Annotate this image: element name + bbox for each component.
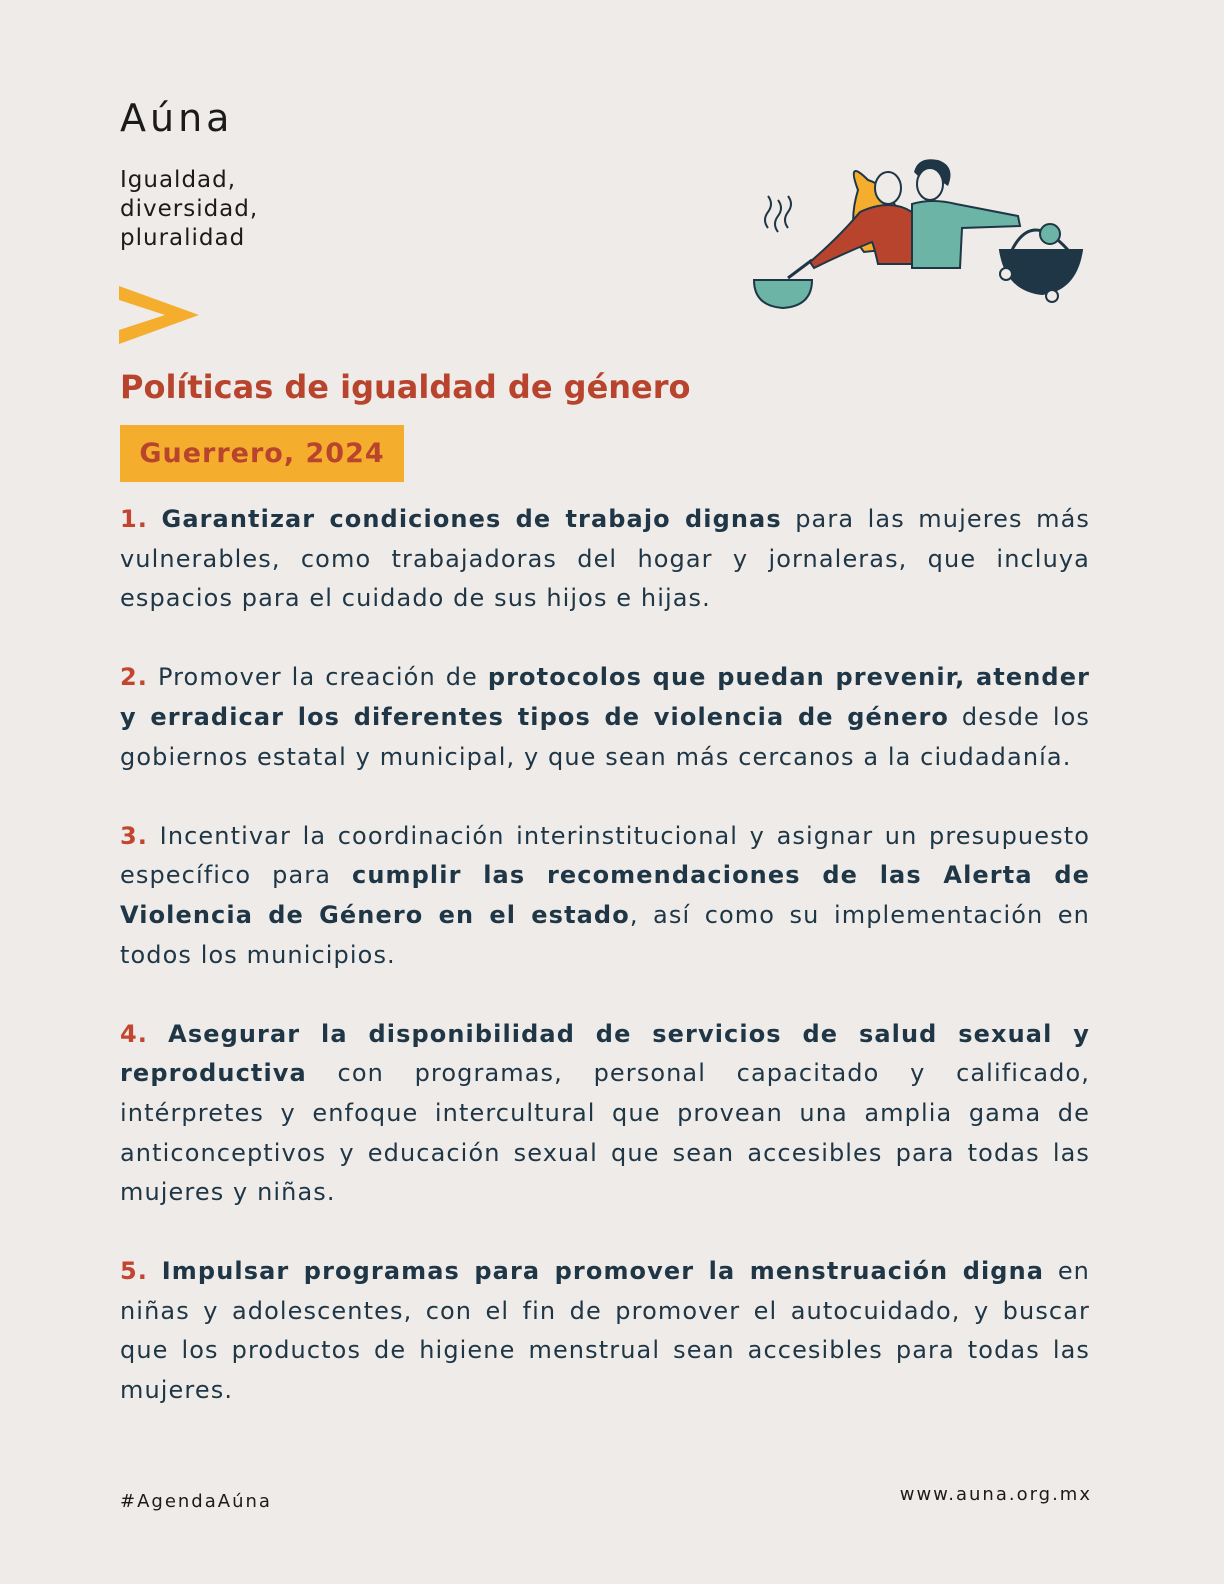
couple-cooking-illustration (750, 150, 1090, 315)
policy-text (148, 1257, 162, 1285)
policy-text (148, 505, 162, 533)
footer-hashtag: #AgendaAúna (120, 1491, 272, 1512)
policy-item (120, 1015, 1090, 1213)
policy-text (148, 1020, 168, 1048)
policy-text: Incentivar la coordinación interinstitucional y asignar un presupuesto específico para (120, 821, 1090, 890)
policy-highlight: Garantizar condiciones de trabajo dignas (161, 505, 782, 533)
policy-text: en niñas y adolescentes, con el fin de promover el autocuidado, y buscar que los productos de higiene menstrual sean accesibles para todas las mujeres. (120, 1257, 1090, 1405)
brand-tagline (120, 166, 258, 253)
policy-number: 2. (120, 663, 149, 692)
policy-number: 1. (120, 505, 149, 533)
policy-text: desde los gobiernos estatal y municipal, y que sean más cercanos a la ciudadanía. (120, 702, 1090, 771)
policy-text: con programas, personal capacitado y calificado, intérpretes y enfoque intercultural que provean una amplia gama de anticonceptivos y educación sexual que sean accesibles para todas las mujeres y niñas. (120, 1059, 1090, 1207)
subtitle-badge: Guerrero, 2024 (120, 425, 404, 482)
policy-highlight: cumplir las recomendaciones de las Alerta de Violencia de Género en el estado (120, 861, 1090, 929)
policy-highlight: Asegurar la disponibilidad de servicios de salud sexual y reproductiva (120, 1019, 1090, 1088)
policy-number: 5. (120, 1257, 149, 1286)
policy-item (120, 500, 1090, 619)
policy-highlight: protocolos que puedan prevenir, atender y erradicar los diferentes tipos de violencia de género (120, 663, 1091, 731)
policy-number: 3. (120, 821, 149, 850)
tagline-line: diversidad, (120, 196, 259, 222)
policy-text: Promover la creación de (148, 663, 488, 692)
policy-text: para las mujeres más vulnerables, como trabajadoras del hogar y jornaleras, que incluya espacios para el cuidado de sus hijos e hijas. (120, 505, 1090, 613)
footer-website-link[interactable]: www.auna.org.mx (899, 1484, 1092, 1505)
policy-highlight: Impulsar programas para promover la menstruación digna (161, 1257, 1045, 1286)
policy-item (120, 817, 1090, 975)
policy-text: , así como su implementación en todos los municipios. (120, 900, 1090, 969)
page-title: Políticas de igualdad de género (120, 368, 691, 406)
policy-item (120, 1252, 1090, 1410)
chevron-right-icon (119, 286, 199, 344)
policy-item (120, 658, 1090, 777)
tagline-line: pluralidad (120, 225, 246, 251)
policy-number: 4. (120, 1019, 149, 1048)
policy-list (120, 500, 1090, 1450)
brand-logo: Aúna (120, 96, 234, 140)
tagline-line: Igualdad, (120, 167, 237, 193)
